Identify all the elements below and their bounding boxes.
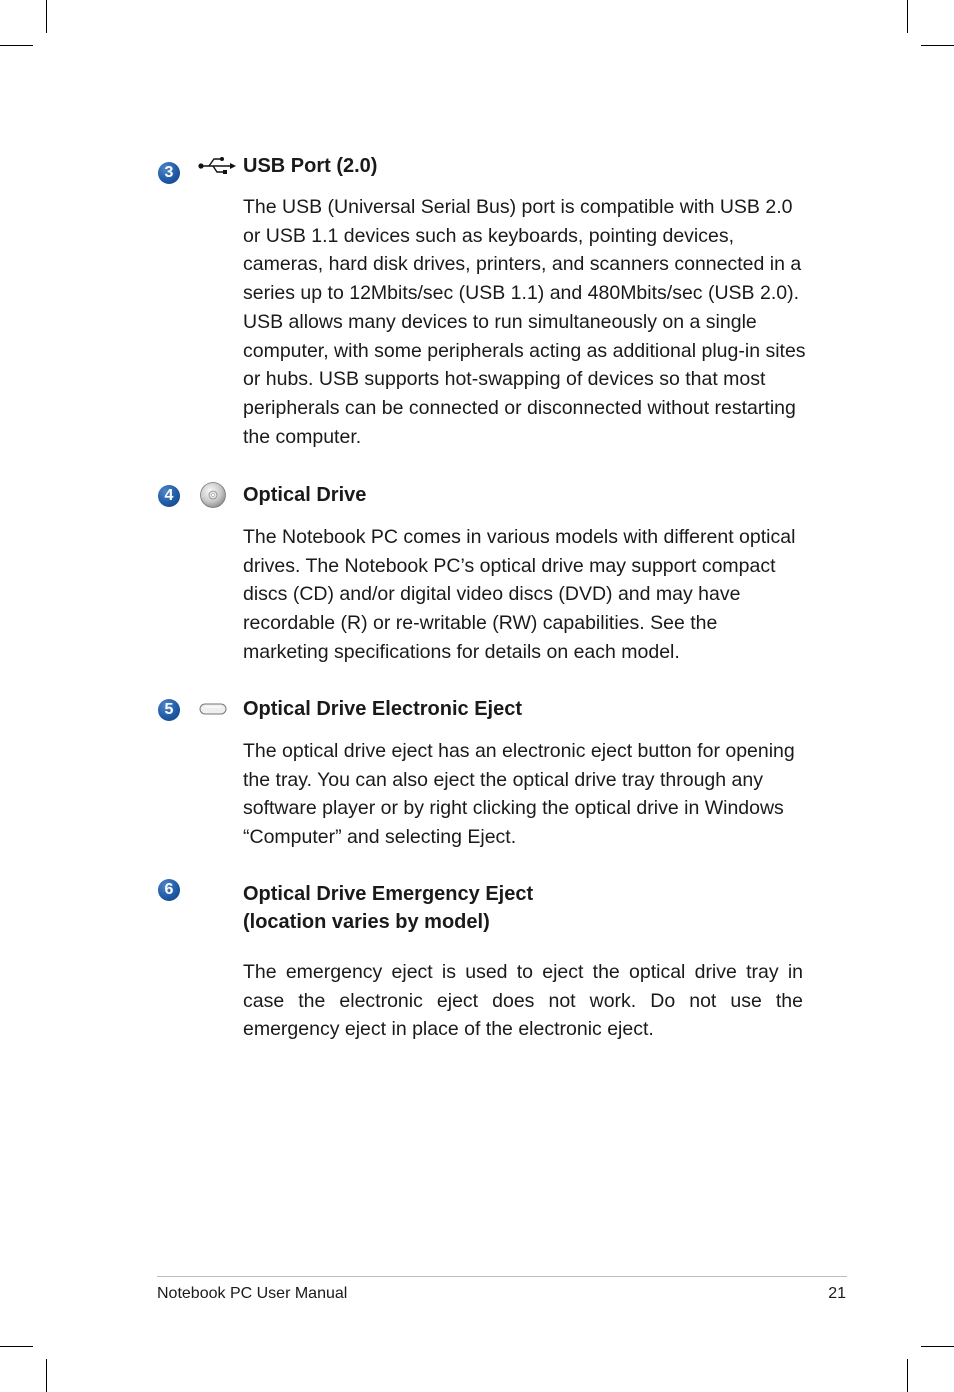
crop-mark — [46, 1359, 47, 1392]
section-number-badge: 4 — [158, 485, 180, 507]
section-heading: USB Port (2.0) — [243, 155, 378, 177]
section-number-badge: 6 — [158, 879, 180, 901]
usb-icon — [198, 155, 236, 182]
eject-button-icon — [199, 702, 227, 721]
section-number-badge: 5 — [158, 699, 180, 721]
section-heading: Optical Drive — [243, 484, 367, 506]
footer-divider — [157, 1276, 847, 1277]
section-body: The optical drive eject has an electronic eject button for opening the tray. You can also eject the optical drive tray through any software player or by right clicking the optical drive in Windows “Computer” and selecting Eject. — [243, 740, 795, 849]
section-body: The emergency eject is used to eject the optical drive tray in case the electronic eject does not work. Do not use the emergency eject in place of the electronic eject. — [243, 961, 803, 1041]
crop-mark — [0, 1346, 33, 1347]
crop-mark — [907, 1359, 908, 1392]
crop-mark — [921, 1346, 954, 1347]
footer-manual-title: Notebook PC User Manual — [157, 1285, 348, 1302]
section-number-badge: 3 — [158, 162, 180, 184]
page-number: 21 — [828, 1285, 846, 1302]
crop-mark — [0, 45, 33, 46]
section-heading: Optical Drive Electronic Eject — [243, 698, 522, 720]
section-body: The USB (Universal Serial Bus) port is compatible with USB 2.0 or USB 1.1 devices such as keyboards, pointing devices, cameras, hard disk drives, printers, and scanners connected in a series up to 12Mbits/sec (USB 1.1) and 480Mbits/sec (USB 2.0). USB allows many devices to run simultaneously on a single computer, with some peripherals acting as additional plug-in sites or hubs. USB supports hot-swapping of devices so that most peripherals can be connected or disconnected without restarting the computer. — [243, 196, 806, 448]
crop-mark — [921, 45, 954, 46]
section-heading: Optical Drive Emergency Eject — [243, 883, 534, 905]
section-body: The Notebook PC comes in various models with different optical drives. The Notebook PC’s optical drive may support compact discs (CD) and/or digital video discs (DVD) and may have recordable (R) or re-writable (RW) capabilities. See the marketing specifications for details on each model. — [243, 526, 796, 663]
section-subheading: (location varies by model) — [243, 911, 490, 933]
optical-disc-icon — [199, 481, 227, 514]
crop-mark — [46, 0, 47, 33]
crop-mark — [907, 0, 908, 33]
